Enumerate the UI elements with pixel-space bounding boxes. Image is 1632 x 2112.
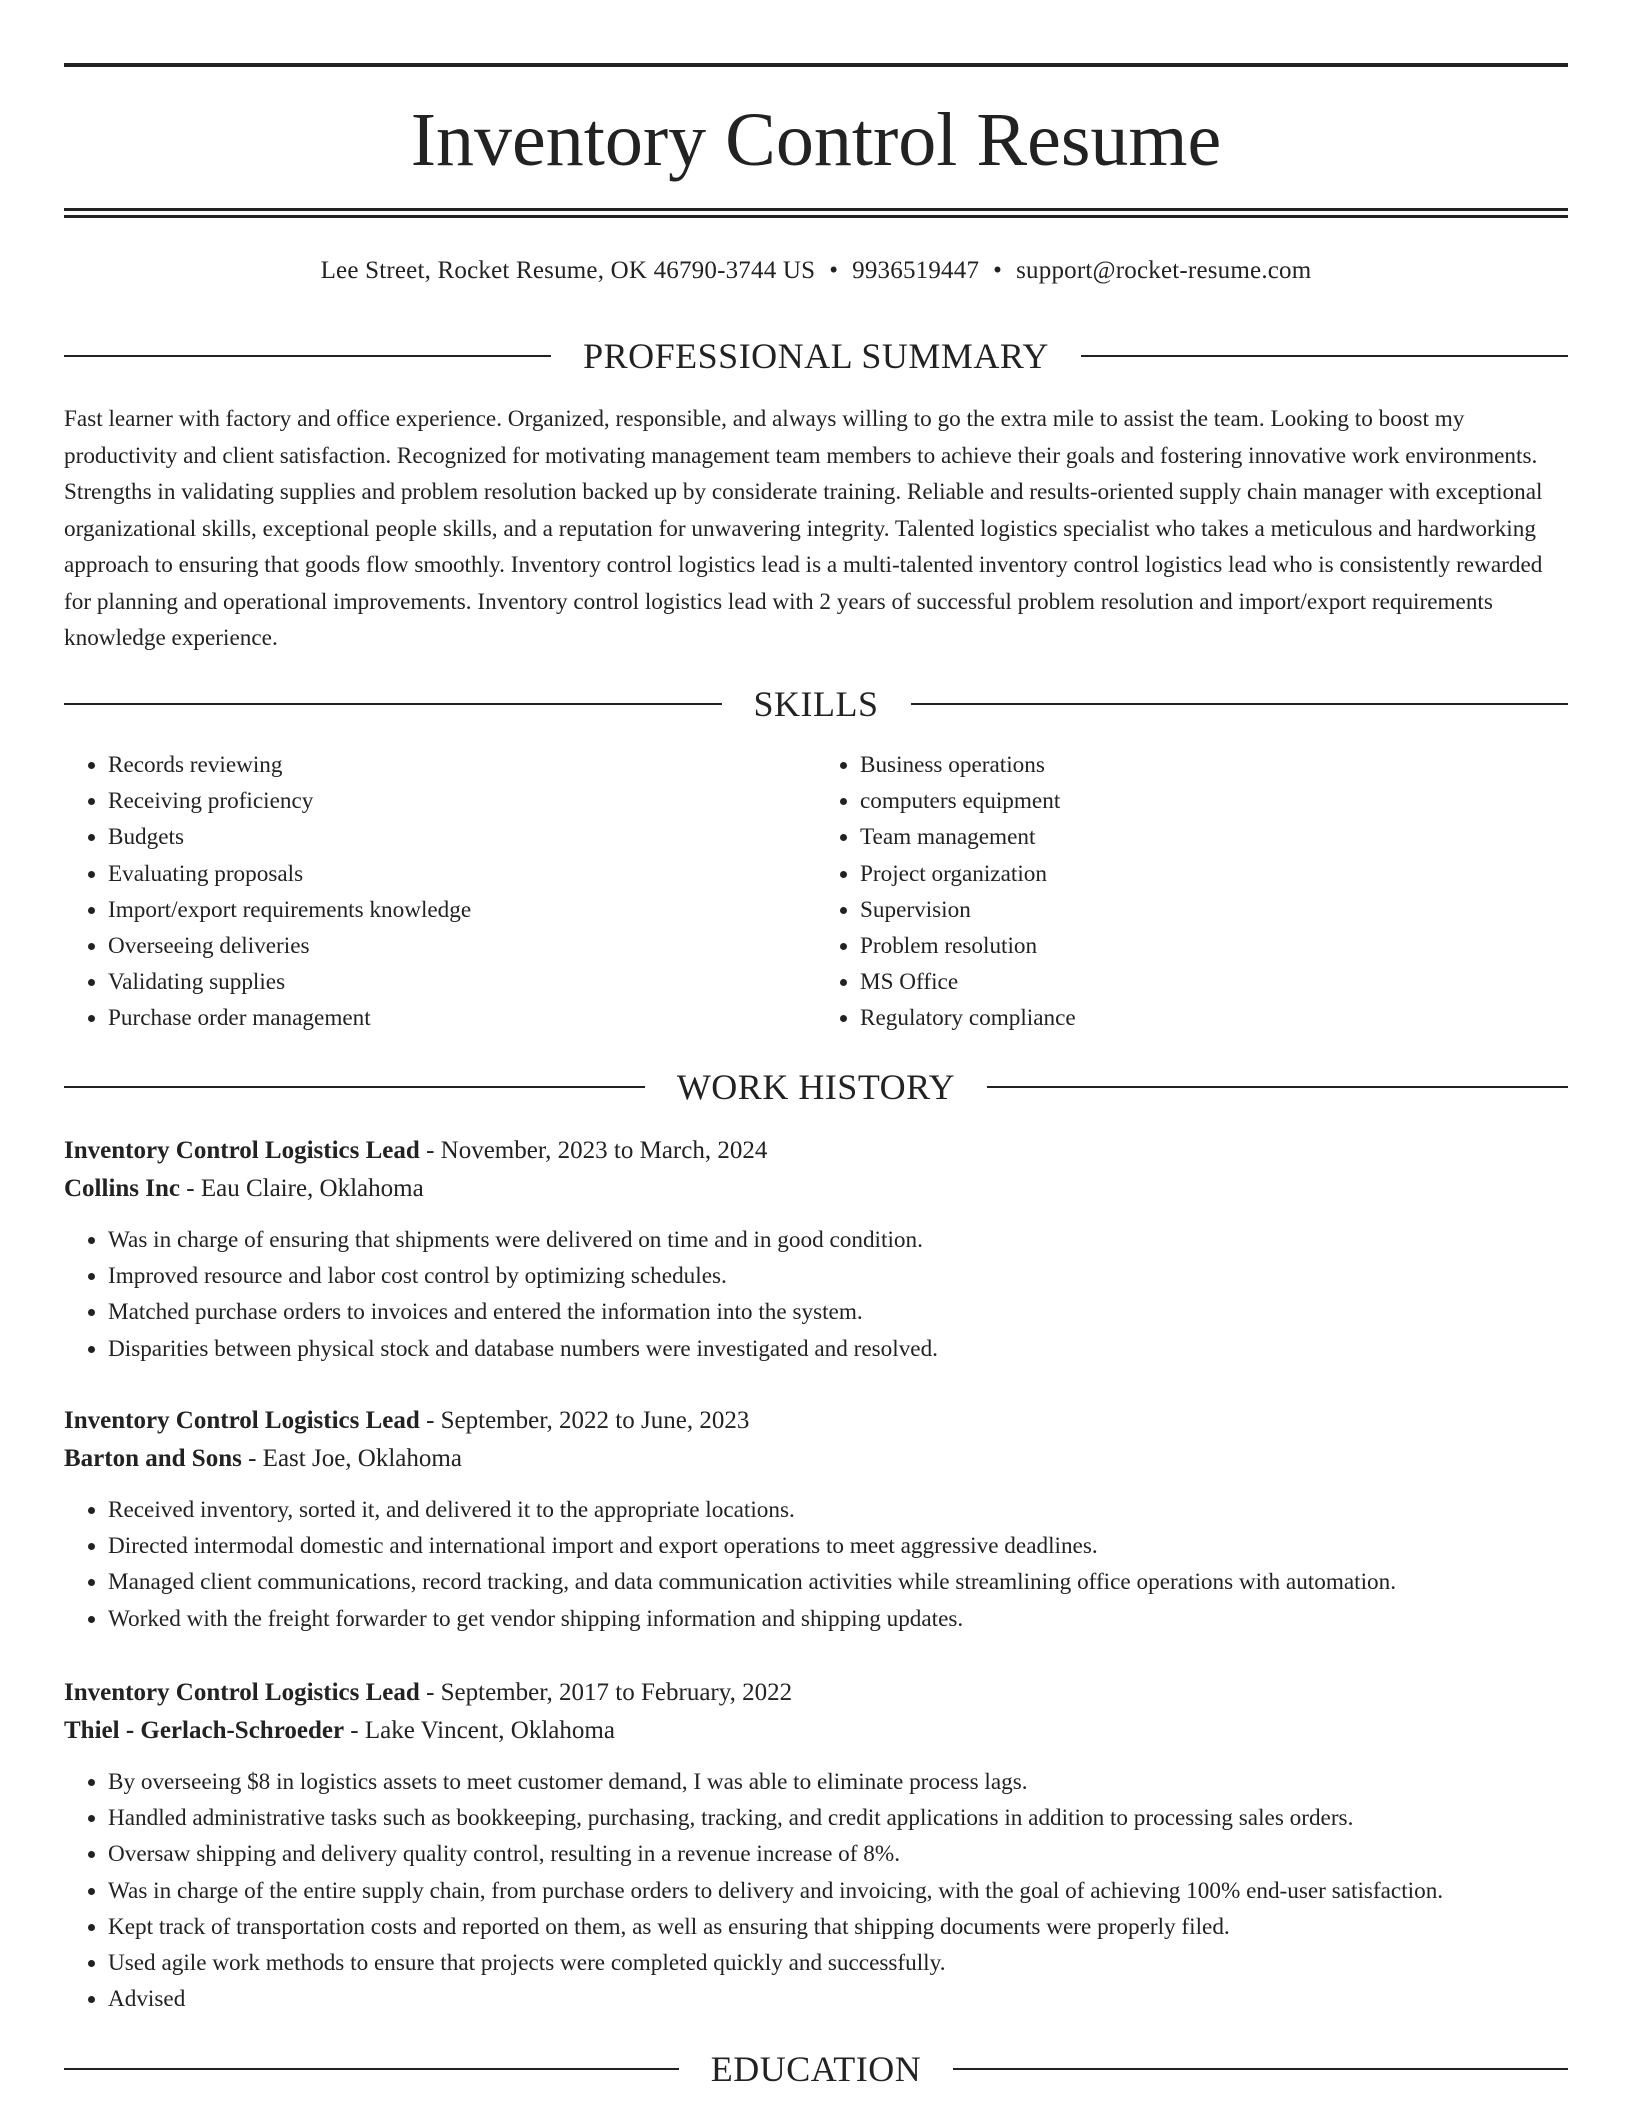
skill-item: • computers equipment: [860, 783, 1568, 819]
skill-item: • Project organization: [860, 856, 1568, 892]
job-bullet: • Improved resource and labor cost control by optimizing schedules.: [108, 1258, 1574, 1294]
skill-item: • Budgets: [108, 819, 816, 855]
contact-line: [0, 254, 1632, 288]
job-company: Barton and Sons: [64, 1445, 242, 1472]
job-bullet: • Kept track of transportation costs and reported on them, as well as ensuring that shipping documents were properly filed.: [108, 1909, 1574, 1945]
skills-column-right: [816, 747, 1568, 1037]
summary-paragraph: Fast learner with factory and office experience. Organized, responsible, and always willing to go the extra mile to assist the team. Looking to boost my productivity and client satisfaction. Recognized for motivating management team members to achieve their goals and fostering innovative work environments. Strengths in validating supplies and problem resolution backed up by considerate training. Reliable and results-oriented supply chain manager with exceptional organizational skills, exceptional people skills, and a reputation for unwavering integrity. Talented logistics specialist who takes a meticulous and hardworking approach to ensuring that goods flow smoothly. Inventory control logistics lead is a multi-talented inventory control logistics lead who is consistently rewarded for planning and operational improvements. Inventory control logistics lead with 2 years of successful problem resolution and import/export requirements knowledge experience.: [64, 406, 1543, 651]
skill-item: • Validating supplies: [108, 964, 816, 1000]
job-bullets: [64, 1764, 1574, 2017]
skill-item: • Records reviewing: [108, 747, 816, 783]
job-dates: - September, 2022 to June, 2023: [419, 1407, 750, 1434]
skill-item: • MS Office: [860, 964, 1568, 1000]
contact-phone: 9936519447: [852, 257, 980, 284]
section-header-skills: [64, 682, 1568, 726]
section-divider: [64, 1086, 645, 1088]
skill-item: • Overseeing deliveries: [108, 928, 816, 964]
job-bullet: • Matched purchase orders to invoices and entered the information into the system.: [108, 1294, 1574, 1330]
section-divider: [987, 1086, 1568, 1088]
job-bullet: • Received inventory, sorted it, and delivered it to the appropriate locations.: [108, 1492, 1574, 1528]
section-divider: [64, 703, 722, 705]
job-entry: [64, 1674, 1574, 2017]
title-rule-lower: [64, 215, 1568, 218]
section-header-education: [64, 2047, 1568, 2091]
section-divider: [911, 703, 1569, 705]
job-bullets: [64, 1492, 1574, 1637]
skill-item: • Regulatory compliance: [860, 1000, 1568, 1036]
section-title: EDUCATION: [710, 2049, 922, 2089]
section-divider: [64, 2068, 679, 2070]
section-title: WORK HISTORY: [676, 1067, 956, 1107]
job-title: Inventory Control Logistics Lead: [64, 1407, 420, 1434]
section-header-summary: [64, 334, 1568, 378]
resume-title: Inventory Control Resume: [410, 98, 1222, 182]
job-bullet: • Handled administrative tasks such as bookkeeping, purchasing, tracking, and credit applications in addition to processing sales orders.: [108, 1800, 1574, 1836]
section-header-work-history: [64, 1065, 1568, 1109]
job-bullet: • Disparities between physical stock and database numbers were investigated and resolved.: [108, 1331, 1574, 1367]
skill-item: • Supervision: [860, 892, 1568, 928]
section-title: SKILLS: [753, 684, 879, 724]
job-role-line: [64, 1674, 1574, 1712]
job-company-line: [64, 1170, 1574, 1208]
job-location: - Eau Claire, Oklahoma: [180, 1175, 424, 1202]
section-divider: [64, 355, 551, 357]
skill-item: • Import/export requirements knowledge: [108, 892, 816, 928]
job-bullet: • Was in charge of ensuring that shipments were delivered on time and in good condition.: [108, 1222, 1574, 1258]
section-title: PROFESSIONAL SUMMARY: [583, 336, 1049, 376]
job-bullet: • Was in charge of the entire supply chain, from purchase orders to delivery and invoicing, with the goal of achieving 100% end-user satisfaction.: [108, 1873, 1574, 1909]
job-company: Collins Inc: [64, 1175, 181, 1202]
job-company-line: [64, 1712, 1574, 1750]
contact-address: Lee Street, Rocket Resume, OK 46790-3744 US: [320, 257, 816, 284]
contact-email: support@rocket-resume.com: [1016, 257, 1312, 284]
job-bullet: • Oversaw shipping and delivery quality control, resulting in a revenue increase of 8%.: [108, 1836, 1574, 1872]
job-entry: [64, 1132, 1574, 1367]
job-company-line: [64, 1440, 1574, 1478]
job-dates: - November, 2023 to March, 2024: [419, 1137, 768, 1164]
job-location: - Lake Vincent, Oklahoma: [344, 1717, 615, 1744]
contact-separator: •: [993, 257, 1003, 284]
title-rule-upper: [64, 208, 1568, 211]
skills-list: [64, 747, 1568, 1037]
job-bullet: • Used agile work methods to ensure that projects were completed quickly and successfully.: [108, 1945, 1574, 1981]
job-entry: [64, 1402, 1574, 1637]
skill-item: • Evaluating proposals: [108, 856, 816, 892]
section-divider: [1081, 355, 1568, 357]
job-role-line: [64, 1132, 1574, 1170]
job-location: - East Joe, Oklahoma: [241, 1445, 462, 1472]
job-title: Inventory Control Logistics Lead: [64, 1679, 420, 1706]
job-bullet: • Managed client communications, record tracking, and data communication activities while streamlining office operations with automation.: [108, 1564, 1574, 1600]
job-role-line: [64, 1402, 1574, 1440]
skill-item: • Team management: [860, 819, 1568, 855]
skill-item: • Business operations: [860, 747, 1568, 783]
job-bullet: • Advised: [108, 1981, 1574, 2017]
job-company: Thiel - Gerlach-Schroeder: [64, 1717, 345, 1744]
job-bullet: • Directed intermodal domestic and international import and export operations to meet aggressive deadlines.: [108, 1528, 1574, 1564]
job-bullets: [64, 1222, 1574, 1367]
job-bullet: • Worked with the freight forwarder to get vendor shipping information and shipping updates.: [108, 1601, 1574, 1637]
skill-item: • Problem resolution: [860, 928, 1568, 964]
skill-item: • Receiving proficiency: [108, 783, 816, 819]
job-bullet: • By overseeing $8 in logistics assets to meet customer demand, I was able to eliminate process lags.: [108, 1764, 1574, 1800]
job-title: Inventory Control Logistics Lead: [64, 1137, 420, 1164]
skills-column-left: [64, 747, 816, 1037]
job-dates: - September, 2017 to February, 2022: [419, 1679, 793, 1706]
section-divider: [953, 2068, 1568, 2070]
top-rule: [64, 63, 1568, 67]
contact-separator: •: [829, 257, 839, 284]
skill-item: • Purchase order management: [108, 1000, 816, 1036]
